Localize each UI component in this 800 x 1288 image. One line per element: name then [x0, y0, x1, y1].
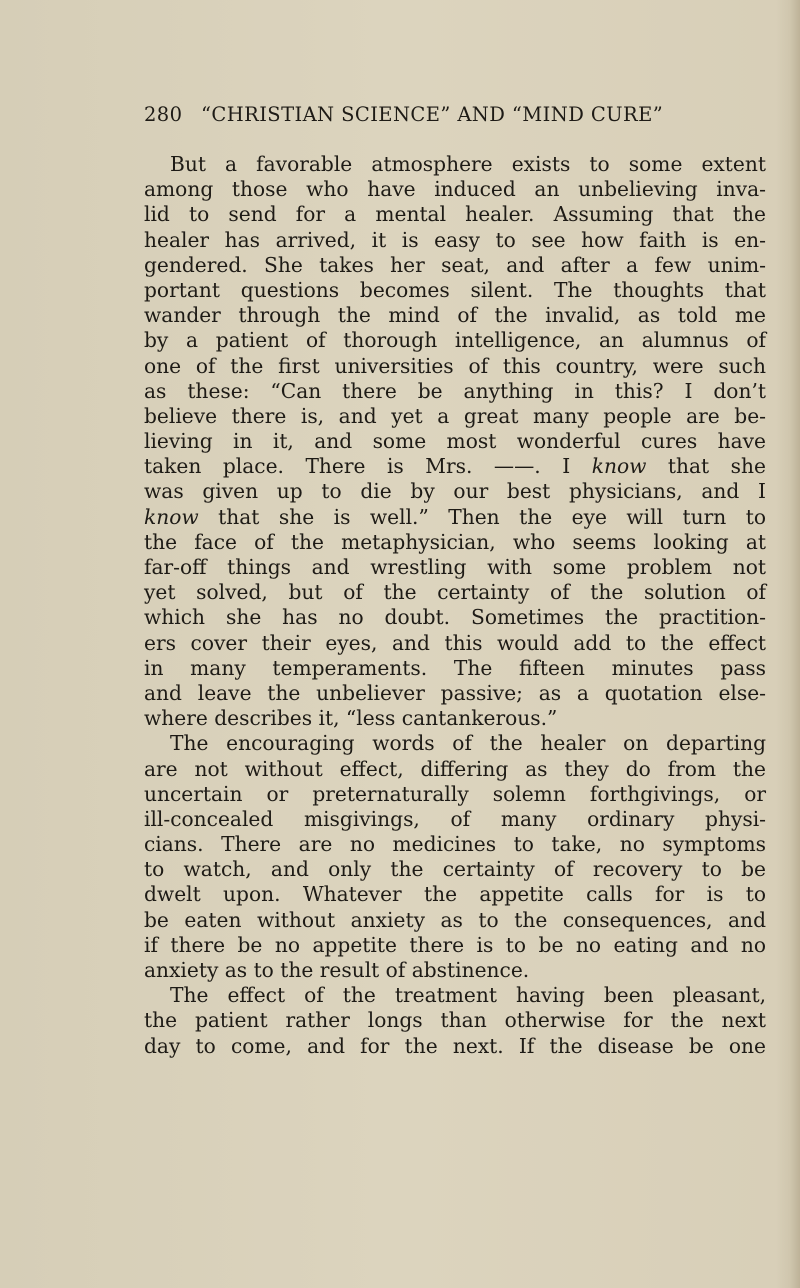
- text-line: gendered. She takes her seat, and after a few unim-: [144, 252, 766, 277]
- paragraph-end-line: anxiety as to the result of abstinence.: [144, 958, 530, 982]
- text-line: believe there is, and yet a great many people are be-: [144, 403, 766, 428]
- text-line: are not without effect, differing as they do from the: [144, 756, 766, 781]
- text-line-with-italic: [144, 454, 766, 479]
- text-line: the face of the metaphysician, who seems looking at: [144, 529, 766, 554]
- text-line: The effect of the treatment having been pleasant,: [170, 983, 766, 1008]
- running-title: “CHRISTIAN SCIENCE” AND “MIND CURE”: [201, 103, 664, 126]
- text-line: yet solved, but of the certainty of the solution of: [144, 580, 766, 605]
- text-line: if there be no appetite there is to be no eating and no: [144, 932, 766, 957]
- text-line: in many temperaments. The fifteen minutes pass: [144, 655, 766, 680]
- body-text: [144, 152, 766, 1059]
- text-line: ill-concealed misgivings, of many ordinary physi-: [144, 806, 766, 831]
- text-line: But a favorable atmosphere exists to some extent: [170, 152, 766, 176]
- text-line: uncertain or preternaturally solemn forthgivings, or: [144, 781, 766, 806]
- text-line: among those who have induced an unbelieving inva-: [144, 177, 766, 202]
- page-edge: [790, 0, 800, 1288]
- text-line: healer has arrived, it is easy to see how faith is en-: [144, 227, 766, 252]
- text-line: lid to send for a mental healer. Assuming that the: [144, 202, 766, 227]
- text-line: to watch, and only the certainty of recovery to be: [144, 857, 766, 882]
- italic-word: know: [144, 504, 199, 529]
- text-line: dwelt upon. Whatever the appetite calls for is to: [144, 882, 766, 907]
- text-line-with-italic: [144, 505, 766, 530]
- page-number: 280: [144, 103, 183, 126]
- text-segment: taken place. There is Mrs. ——. I: [144, 454, 592, 479]
- text-line: far-off things and wrestling with some problem not: [144, 555, 766, 579]
- text-line: and leave the unbeliever passive; as a quotation else-: [144, 680, 766, 705]
- text-line: one of the first universities of this country, were such: [144, 353, 766, 378]
- text-line: be eaten without anxiety as to the consequences, and: [144, 907, 766, 932]
- text-line: the patient rather longs than otherwise for the next: [144, 1008, 766, 1033]
- text-line: cians. There are no medicines to take, no symptoms: [144, 832, 766, 857]
- text-line: ers cover their eyes, and this would add to the effect: [144, 630, 766, 655]
- text-line: as these: “Can there be anything in this? I don’t: [144, 378, 766, 403]
- text-line: by a patient of thorough intelligence, an alumnus of: [144, 328, 766, 353]
- text-line: which she has no doubt. Sometimes the practition-: [144, 605, 766, 630]
- text-line: was given up to die by our best physicians, and I: [144, 479, 766, 504]
- text-segment: that she: [646, 454, 766, 479]
- text-line: wander through the mind of the invalid, as told me: [144, 303, 766, 328]
- paragraph-end-line: where describes it, “less cantankerous.”: [144, 706, 558, 731]
- text-line: The encouraging words of the healer on departing: [170, 731, 766, 756]
- text-line: lieving in it, and some most wonderful cures have: [144, 429, 766, 454]
- running-header: [144, 103, 663, 126]
- text-line: day to come, and for the next. If the disease be one: [144, 1033, 766, 1058]
- text-segment: that she is well.” Then the eye will turn to: [198, 504, 766, 529]
- text-line: portant questions becomes silent. The thoughts that: [144, 277, 766, 302]
- italic-word: know: [591, 454, 647, 479]
